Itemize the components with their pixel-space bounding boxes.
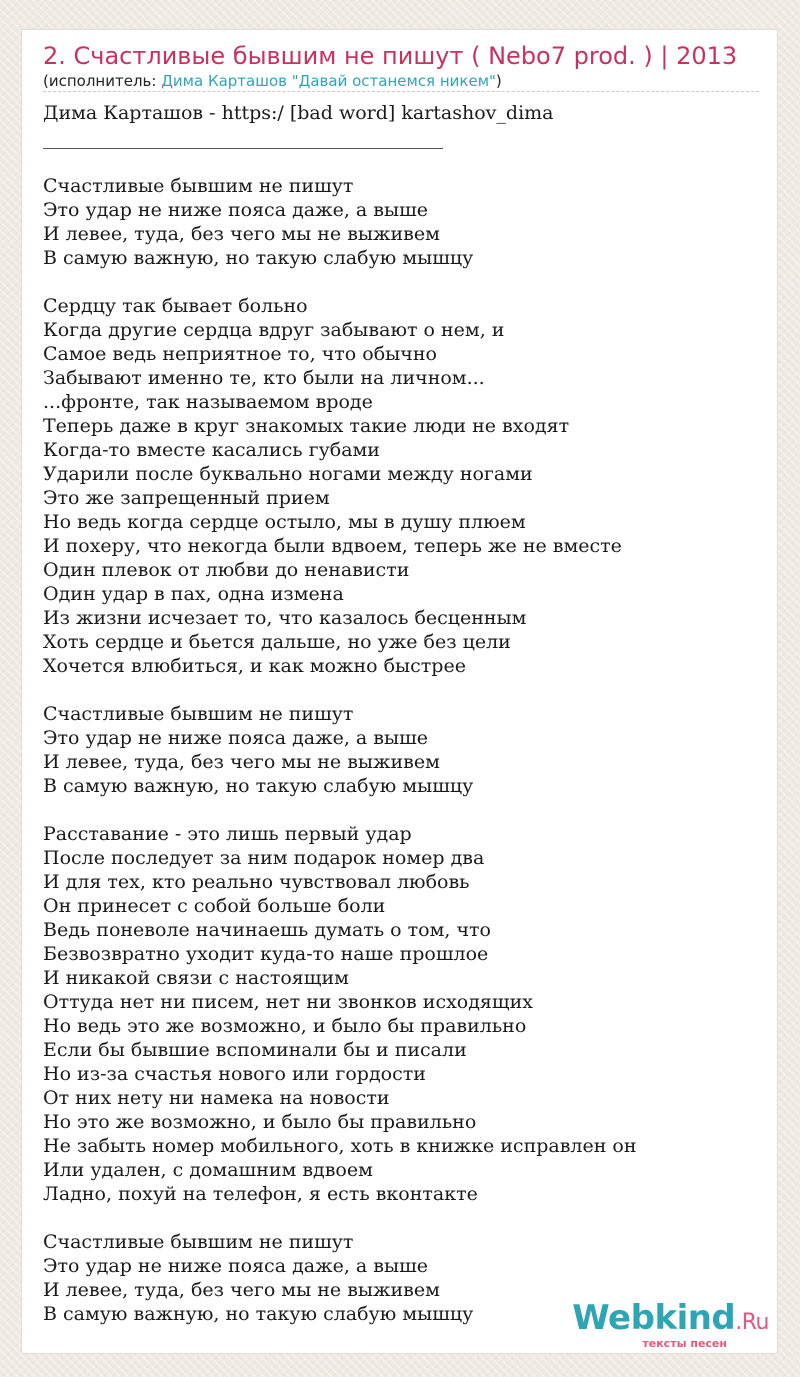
- lyric-line: Расставание - это лишь первый удар: [43, 823, 412, 845]
- lyric-line: Если бы бывшие вспоминали бы и писали: [43, 1039, 467, 1061]
- song-title: 2. Счастливые бывшим не пишут ( Nebo7 prod. ) | 2013: [43, 42, 738, 70]
- lyric-line: Это удар не ниже пояса даже, а выше: [43, 199, 428, 221]
- verse-gap: [43, 678, 763, 702]
- lyric-line: Ведь поневоле начинаешь думать о том, что: [43, 919, 491, 941]
- lyric-line: После последует за ним подарок номер два: [43, 847, 485, 869]
- lyric-line: Но это же возможно, и было бы правильно: [43, 1111, 477, 1133]
- verse-gap: [43, 798, 763, 822]
- lyric-line: Это же запрещенный прием: [43, 487, 330, 509]
- lyric-line: Ладно, похуй на телефон, я есть вконтакте: [43, 1183, 478, 1205]
- artist-prefix: (исполнитель:: [43, 72, 162, 90]
- lyric-line: Безвозвратно уходит куда-то наше прошлое: [43, 943, 489, 965]
- lyric-line: И никакой связи с настоящим: [43, 967, 349, 989]
- lyric-line: Но ведь это же возможно, и было бы правильно: [43, 1015, 527, 1037]
- lyrics-card: [21, 29, 778, 1354]
- lyric-line: ...фронте, так называемом вроде: [43, 391, 373, 413]
- verse-gap: [43, 1206, 763, 1230]
- lyric-line: И похеру, что некогда были вдвоем, теперь же не вместе: [43, 535, 622, 557]
- lyric-line: Счастливые бывшим не пишут: [43, 1231, 354, 1253]
- lyric-line: И левее, туда, без чего мы не выживем: [43, 1279, 440, 1301]
- lyric-line: В самую важную, но такую слабую мышцу: [43, 1303, 474, 1325]
- webkind-logo[interactable]: [572, 1300, 769, 1349]
- lyric-line: Это удар не ниже пояса даже, а выше: [43, 1255, 428, 1277]
- lyric-line: Оттуда нет ни писем, нет ни звонков исходящих: [43, 991, 533, 1013]
- verse-gap: [43, 270, 763, 294]
- lyric-line: Или удален, с домашним вдвоем: [43, 1159, 373, 1181]
- lyric-line: Но из-за счастья нового или гордости: [43, 1063, 426, 1085]
- lyric-line: Один удар в пах, одна измена: [43, 583, 344, 605]
- logo-tagline: тексты песен: [642, 1337, 727, 1350]
- lyric-line: Хоть сердце и бьется дальше, но уже без цели: [43, 631, 511, 653]
- lyric-line: Ударили после буквально ногами между ногами: [43, 463, 533, 485]
- lyric-line: Когда-то вместе касались губами: [43, 439, 380, 461]
- lyric-line: Не забыть номер мобильного, хоть в книжке исправлен он: [43, 1135, 637, 1157]
- lyric-line: Из жизни исчезает то, что казалось бесценным: [43, 607, 527, 629]
- header-divider: [43, 91, 759, 92]
- lyric-line: Он принесет с собой больше боли: [43, 895, 386, 917]
- lyric-line: Это удар не ниже пояса даже, а выше: [43, 727, 428, 749]
- lyric-line: Когда другие сердца вдруг забывают о нем, и: [43, 319, 505, 341]
- logo-tld: .Ru: [735, 1310, 769, 1335]
- lyric-line: Забывают именно те, кто были на личном...: [43, 367, 485, 389]
- lyric-line: И левее, туда, без чего мы не выживем: [43, 751, 440, 773]
- logo-main-text: Webkind: [572, 1298, 736, 1338]
- lyric-line: Счастливые бывшим не пишут: [43, 703, 354, 725]
- lyric-line: Но ведь когда сердце остыло, мы в душу плюем: [43, 511, 526, 533]
- artist-suffix: ): [495, 72, 502, 90]
- lyric-line: Счастливые бывшим не пишут: [43, 175, 354, 197]
- lyric-line: И для тех, кто реально чувствовал любовь: [43, 871, 470, 893]
- source-divider: [43, 148, 443, 149]
- lyric-line: Один плевок от любви до ненависти: [43, 559, 410, 581]
- lyrics-body: [43, 174, 763, 1326]
- logo-wordmark: [572, 1300, 769, 1341]
- lyric-line: И левее, туда, без чего мы не выживем: [43, 223, 440, 245]
- lyric-line: От них нету ни намека на новости: [43, 1087, 390, 1109]
- lyric-line: Хочется влюбиться, и как можно быстрее: [43, 655, 466, 677]
- artist-album-link[interactable]: Дима Карташов "Давай останемся никем": [161, 72, 496, 90]
- lyric-line: В самую важную, но такую слабую мышцу: [43, 775, 474, 797]
- artist-line: [43, 72, 502, 90]
- lyric-line: В самую важную, но такую слабую мышцу: [43, 247, 474, 269]
- lyric-line: Теперь даже в круг знакомых такие люди не входят: [43, 415, 570, 437]
- source-line: Дима Карташов - https:/ [bad word] kartashov_dima: [43, 102, 554, 124]
- lyric-line: Самое ведь неприятное то, что обычно: [43, 343, 437, 365]
- lyric-line: Сердцу так бывает больно: [43, 295, 308, 317]
